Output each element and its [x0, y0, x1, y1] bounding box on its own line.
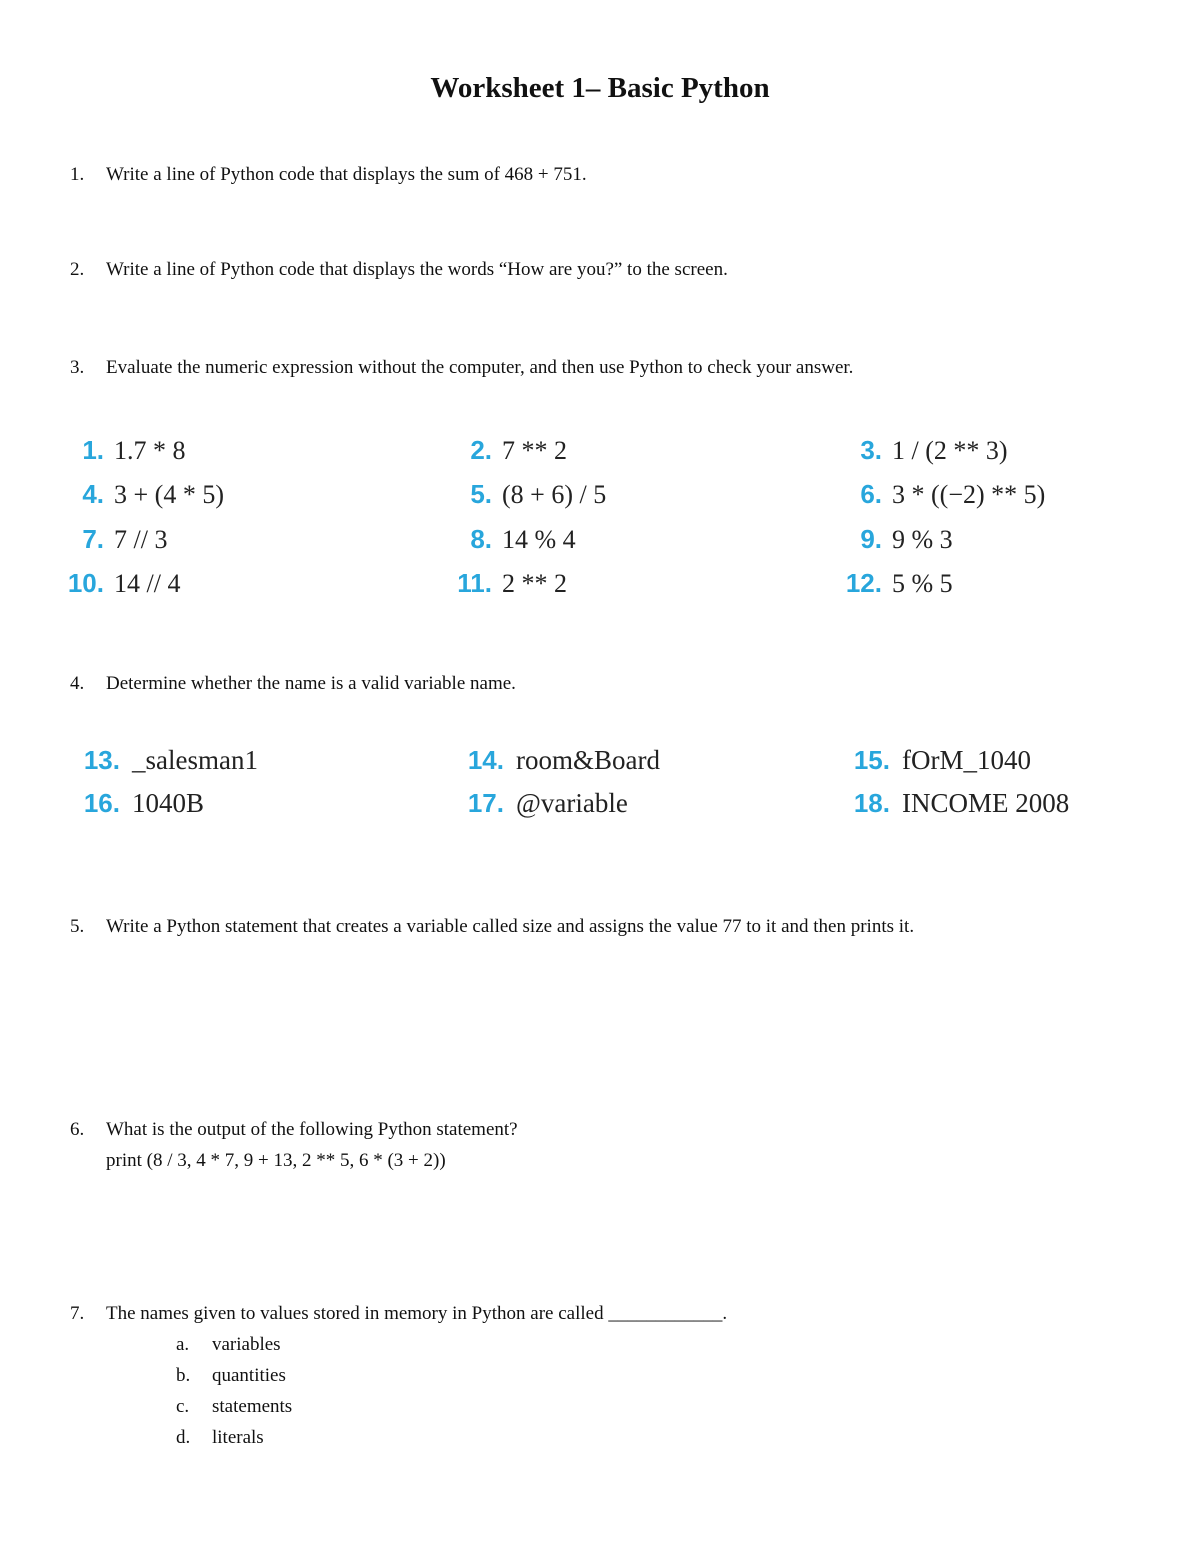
question-2	[70, 254, 728, 285]
expression-item	[452, 568, 567, 599]
option-letter: b.	[176, 1365, 191, 1386]
option-text: variables	[212, 1334, 281, 1355]
item-number: 9.	[860, 524, 882, 554]
question-number: 7.	[70, 1303, 85, 1324]
question-number: 3.	[70, 357, 85, 378]
item-number: 18.	[853, 788, 890, 818]
item-expression: (8 + 6) / 5	[502, 480, 607, 509]
expression-item	[64, 524, 167, 555]
question-3	[70, 352, 853, 383]
item-number: 10.	[67, 568, 104, 598]
answer-option-b	[176, 1360, 286, 1391]
option-text: quantities	[212, 1365, 286, 1386]
expression-item	[452, 435, 567, 466]
question-1	[70, 159, 587, 190]
item-expression: 3 + (4 * 5)	[114, 480, 224, 509]
expression-item	[842, 568, 953, 599]
name-item	[458, 745, 660, 776]
answer-option-c	[176, 1391, 292, 1422]
question-number: 6.	[70, 1119, 85, 1140]
option-letter: d.	[176, 1427, 191, 1448]
question-text: Write a line of Python code that displays the words “How are you?” to the screen.	[106, 259, 728, 280]
item-name: _salesman1	[132, 745, 258, 775]
question-5	[70, 911, 914, 942]
question-6	[70, 1114, 518, 1176]
answer-option-a	[176, 1329, 281, 1360]
item-name: fOrM_1040	[902, 745, 1031, 775]
question-number: 1.	[70, 164, 85, 185]
item-number: 16.	[83, 788, 120, 818]
expression-item	[64, 568, 180, 599]
name-item	[74, 745, 258, 776]
item-expression: 7 // 3	[114, 525, 168, 554]
item-expression: 2 ** 2	[502, 569, 567, 598]
question-7	[70, 1298, 727, 1329]
expression-item	[842, 524, 953, 555]
expression-item	[64, 479, 224, 510]
question-text: Write a Python statement that creates a variable called size and assigns the value 77 to it and then prints it.	[106, 916, 915, 937]
item-number: 6.	[860, 479, 882, 509]
name-item	[844, 788, 1069, 819]
item-number: 1.	[82, 435, 104, 465]
item-number: 14.	[467, 745, 504, 775]
option-text: literals	[212, 1427, 264, 1448]
expression-item	[842, 479, 1045, 510]
item-number: 13.	[83, 745, 120, 775]
answer-option-d	[176, 1422, 264, 1453]
item-expression: 3 * ((−2) ** 5)	[892, 480, 1046, 509]
question-text: What is the output of the following Python statement?	[106, 1119, 518, 1140]
item-number: 2.	[470, 435, 492, 465]
name-item	[458, 788, 628, 819]
worksheet-title: Worksheet 1– Basic Python	[430, 72, 770, 104]
expression-item	[452, 524, 576, 555]
item-number: 17.	[467, 788, 504, 818]
name-item	[844, 745, 1031, 776]
item-expression: 5 % 5	[892, 569, 953, 598]
item-number: 15.	[853, 745, 890, 775]
name-item	[74, 788, 204, 819]
item-number: 7.	[82, 524, 104, 554]
expression-item	[842, 435, 1008, 466]
item-number: 8.	[470, 524, 492, 554]
option-text: statements	[212, 1396, 293, 1417]
item-expression: 7 ** 2	[502, 436, 567, 465]
item-number: 4.	[82, 479, 104, 509]
question-4	[70, 668, 516, 699]
item-expression: 1.7 * 8	[114, 436, 186, 465]
question-number: 4.	[70, 673, 85, 694]
python-code-line: print (8 / 3, 4 * 7, 9 + 13, 2 ** 5, 6 * (3 + 2))	[106, 1150, 446, 1171]
question-number: 2.	[70, 259, 85, 280]
item-name: INCOME 2008	[902, 788, 1070, 818]
item-name: 1040B	[132, 788, 205, 818]
item-number: 3.	[860, 435, 882, 465]
question-text: Evaluate the numeric expression without the computer, and then use Python to check your answer.	[106, 357, 854, 378]
item-number: 5.	[470, 479, 492, 509]
item-name: room&Board	[516, 745, 660, 775]
option-letter: a.	[176, 1334, 190, 1355]
question-text: The names given to values stored in memory in Python are called ____________.	[106, 1303, 728, 1324]
item-number: 11.	[457, 568, 492, 598]
item-number: 12.	[845, 568, 882, 598]
question-number: 5.	[70, 916, 85, 937]
item-name: @variable	[516, 788, 628, 818]
item-expression: 14 // 4	[114, 569, 181, 598]
item-expression: 9 % 3	[892, 525, 953, 554]
item-expression: 14 % 4	[502, 525, 576, 554]
expression-item	[64, 435, 186, 466]
item-expression: 1 / (2 ** 3)	[892, 436, 1008, 465]
question-text: Write a line of Python code that displays the sum of 468 + 751.	[106, 164, 587, 185]
expression-item	[452, 479, 606, 510]
question-text: Determine whether the name is a valid variable name.	[106, 673, 516, 694]
option-letter: c.	[176, 1396, 190, 1417]
